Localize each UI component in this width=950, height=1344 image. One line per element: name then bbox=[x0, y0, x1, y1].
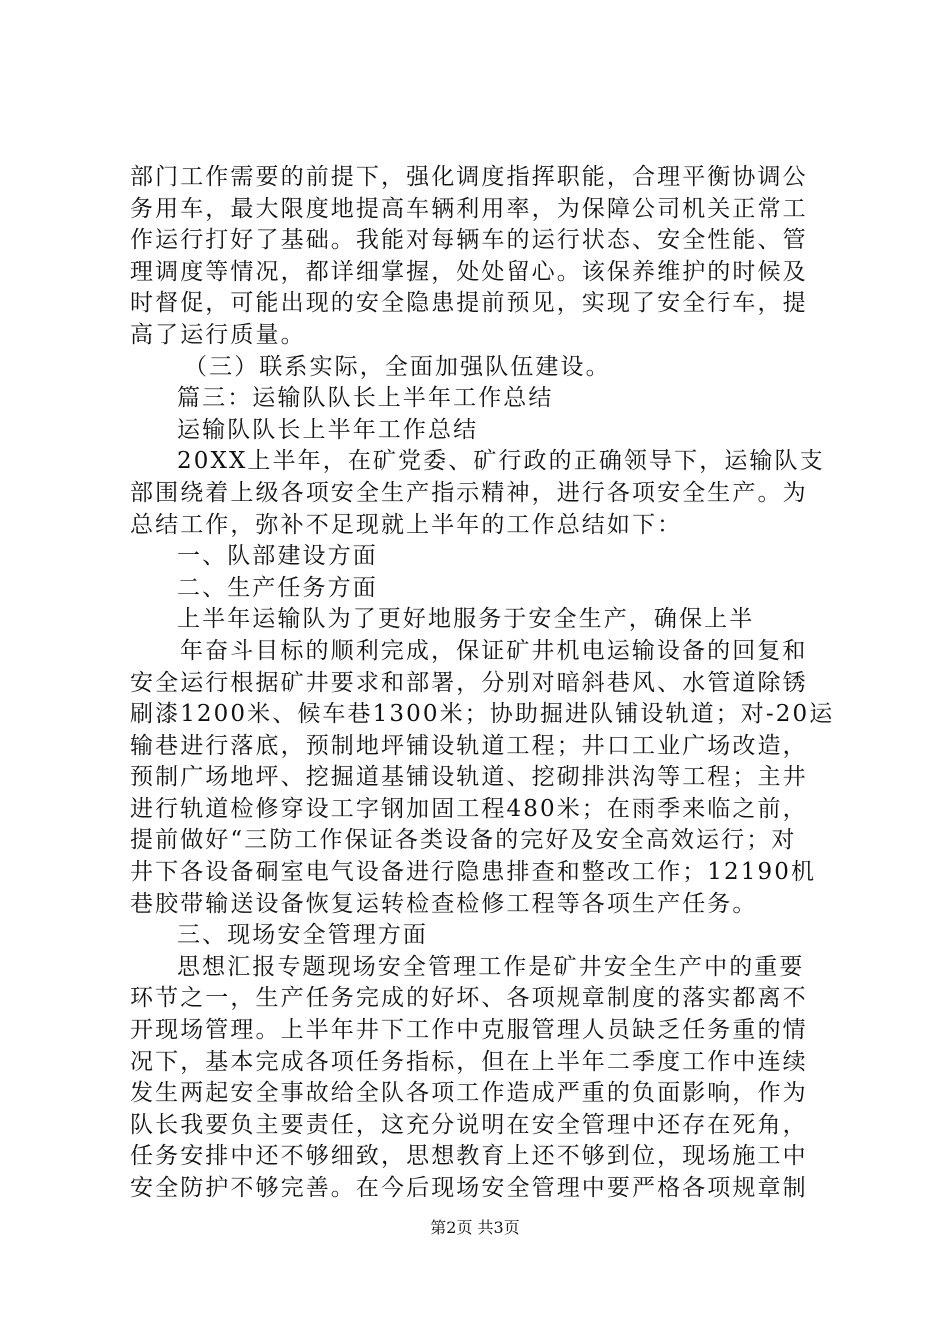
paragraph-line: 输巷进行落底，预制地坪铺设轨道工程；井口工业广场改造， bbox=[130, 732, 808, 759]
article-heading: 篇三：运输队队长上半年工作总结 bbox=[177, 385, 554, 412]
paragraph-line: 总结工作，弥补不足现就上半年的工作总结如下： bbox=[130, 511, 683, 538]
section-heading: 三、现场安全管理方面 bbox=[177, 922, 428, 949]
paragraph-line: 环节之一，生产任务完成的好坏、各项规章制度的落实都离不 bbox=[130, 985, 808, 1012]
paragraph-line: 作运行打好了基础。我能对每辆车的运行状态、安全性能、管 bbox=[130, 227, 808, 254]
article-title: 运输队队长上半年工作总结 bbox=[177, 416, 479, 443]
paragraph-line: 理调度等情况，都详细掌握，处处留心。该保养维护的时候及 bbox=[130, 258, 808, 285]
paragraph-line: 安全防护不够完善。在今后现场安全管理中要严格各项规章制 bbox=[130, 1175, 808, 1201]
page-number-footer: 第2页 共3页 bbox=[430, 1218, 520, 1237]
paragraph-line: 年奋斗目标的顺利完成，保证矿井机电运输设备的回复和 bbox=[180, 637, 808, 664]
paragraph-line: 高了运行质量。 bbox=[130, 321, 306, 348]
paragraph-line: 刷漆1200米、候车巷1300米；协助掘进队铺设轨道；对-20运 bbox=[130, 701, 835, 728]
paragraph-line: 部围绕着上级各项安全生产指示精神，进行各项安全生产。为 bbox=[130, 479, 808, 506]
paragraph-line: 思想汇报专题现场安全管理工作是矿井安全生产中的重要 bbox=[177, 953, 805, 980]
paragraph-line: 进行轨道检修穿设工字钢加固工程480米；在雨季来临之前， bbox=[130, 795, 808, 822]
paragraph-line: 发生两起安全事故给全队各项工作造成严重的负面影响，作为 bbox=[130, 1080, 808, 1107]
paragraph-line: 务用车，最大限度地提高车辆利用率，为保障公司机关正常工 bbox=[130, 195, 808, 222]
paragraph-line: 井下各设备硐室电气设备进行隐患排查和整改工作；12190机 bbox=[130, 859, 817, 886]
paragraph-line: 况下，基本完成各项任务指标，但在上半年二季度工作中连续 bbox=[130, 1048, 808, 1075]
paragraph-line: 巷胶带输送设备恢复运转检查检修工程等各项生产任务。 bbox=[130, 890, 758, 917]
section-heading: 一、队部建设方面 bbox=[177, 543, 378, 570]
paragraph-line: 部门工作需要的前提下，强化调度指挥职能，合理平衡协调公 bbox=[130, 164, 808, 190]
section-heading: （三）联系实际，全面加强队伍建设。 bbox=[184, 353, 611, 380]
paragraph-line: 预制广场地坪、挖掘道基铺设轨道、挖砌排洪沟等工程；主井 bbox=[130, 764, 808, 791]
paragraph-line: 任务安排中还不够细致，思想教育上还不够到位，现场施工中 bbox=[130, 1143, 808, 1170]
paragraph-line: 上半年运输队为了更好地服务于安全生产，确保上半 bbox=[177, 606, 755, 633]
paragraph-line: 安全运行根据矿井要求和部署，分别对暗斜巷风、水管道除锈 bbox=[130, 669, 808, 696]
paragraph-line: 开现场管理。上半年井下工作中克服管理人员缺乏任务重的情 bbox=[130, 1017, 808, 1044]
paragraph-line: 队长我要负主要责任，这充分说明在安全管理中还存在死角， bbox=[130, 1111, 808, 1138]
paragraph-line: 提前做好“三防工作保证各类设备的完好及安全高效运行；对 bbox=[130, 827, 797, 854]
paragraph-line: 时督促，可能出现的安全隐患提前预见，实现了安全行车，提 bbox=[130, 290, 808, 317]
paragraph-line: 20XX上半年，在矿党委、矿行政的正确领导下，运输队支 bbox=[177, 448, 825, 475]
document-body bbox=[130, 162, 835, 1205]
section-heading: 二、生产任务方面 bbox=[177, 574, 378, 601]
